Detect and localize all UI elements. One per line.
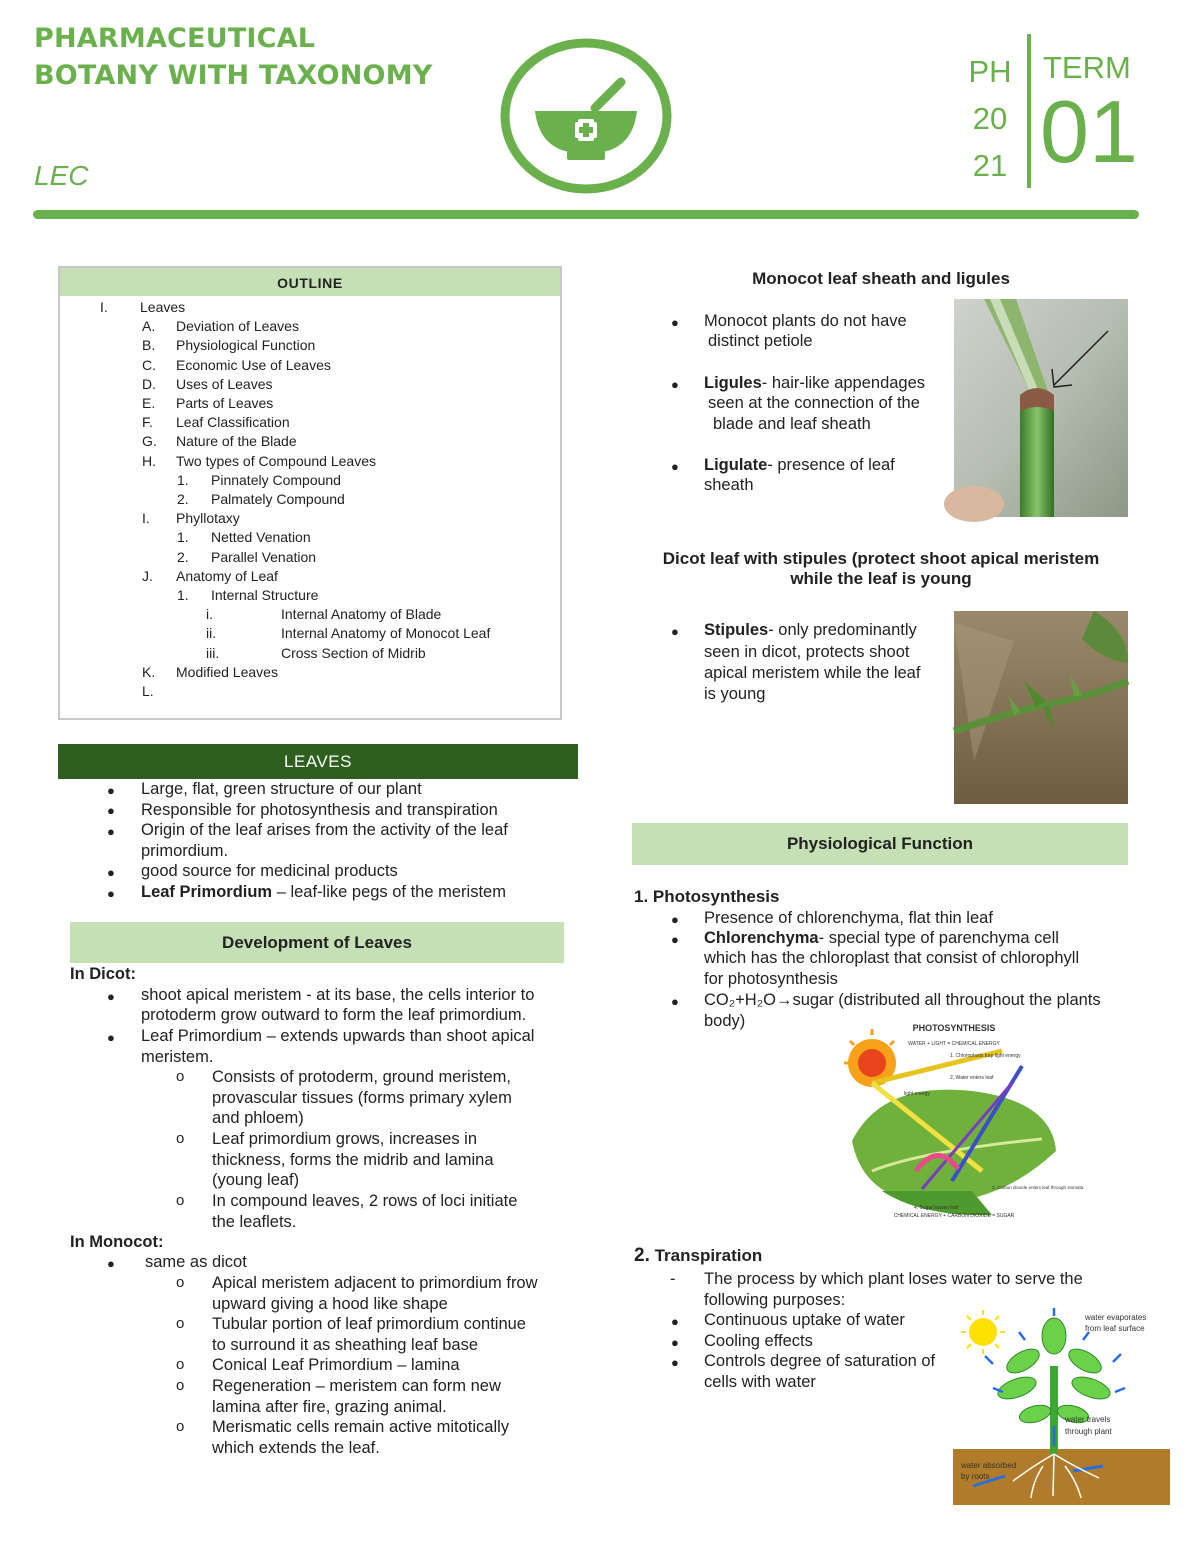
physiological-function-heading: Physiological Function [632, 823, 1128, 865]
outline-item-number: 2. [177, 491, 189, 507]
outline-item-label: Parallel Venation [211, 548, 317, 565]
outline-item-label: Anatomy of Leaf [176, 567, 278, 584]
transpiration-intro-line2: following purposes: [704, 1291, 846, 1309]
sub-bullet: o [176, 1377, 185, 1394]
chlorenchyma-definition: - special type of parenchyma cell [818, 929, 1059, 947]
leaf-primordium-term: Leaf Primordium [141, 883, 273, 901]
outline-item-label: Two types of Compound Leaves [176, 452, 377, 469]
transpiration-purpose-3-line1: Controls degree of saturation of [704, 1352, 936, 1370]
dicot-sub-1-line1: Consists of protoderm, ground meristem, [212, 1068, 511, 1086]
chlorenchyma-line3: for photosynthesis [704, 970, 838, 988]
leaves-bullet-3-line2: primordium. [141, 842, 229, 860]
outline-item-number: ii. [206, 625, 217, 642]
transpiration-purpose-1: Continuous uptake of water [704, 1311, 905, 1329]
monocot-sub-4-line1: Regeneration – meristem can form new [212, 1377, 501, 1395]
outline-item-label: Pinnately Compound [211, 471, 341, 488]
chlorenchyma-line2: which has the chloroplast that consist of chlorophyll [704, 949, 1080, 967]
evaporation-label-line1: water evaporates [1085, 1313, 1147, 1322]
leaf-primordium-definition: – leaf-like pegs of the meristem [272, 883, 506, 901]
leaves-bullet-4: good source for medicinal products [141, 862, 398, 880]
ligules-line1 [704, 373, 925, 394]
stipules-term: Stipules [704, 621, 769, 639]
outline-item-number: i. [206, 606, 213, 623]
monocot-sheath-title: Monocot leaf sheath and ligules [752, 269, 1010, 288]
outline-item-label: Parts of Leaves [176, 395, 274, 411]
bullet-dot: ● [107, 989, 115, 1004]
photosynthesis-step-2: 2. Water enters leaf [950, 1075, 994, 1081]
outline-item-number: D. [142, 375, 156, 392]
monocot-sheath-p1-line1: Monocot plants do not have [704, 312, 907, 330]
transpiration-diagram [953, 1306, 1170, 1505]
outline-item-number: J. [142, 567, 153, 584]
photosynthesis-step-3: 3. Carbon dioxide enters leaf through stomata [992, 1185, 1084, 1190]
transpiration-heading [634, 1245, 762, 1267]
lec-label: LEC [34, 160, 89, 191]
dicot-point-1-line1: shoot apical meristem - at its base, the cells interior to [141, 986, 535, 1004]
in-dicot-heading: In Dicot: [70, 965, 136, 983]
dicot-point-2-line1: Leaf Primordium – extends upwards than shoot apical [141, 1027, 535, 1045]
leaves-bullet-5 [141, 882, 506, 903]
photosynthesis-diagram-title: PHOTOSYNTHESIS [912, 1023, 996, 1033]
transpiration-number: 2. [634, 1245, 650, 1266]
bullet-dot: ● [671, 994, 679, 1009]
outline-item-label: Cross Section of Midrib [281, 644, 426, 661]
ligulate-line2: sheath [704, 476, 754, 494]
dicot-point-2-line2: meristem. [141, 1048, 214, 1066]
monocot-sub-3: Conical Leaf Primordium – lamina [212, 1356, 460, 1374]
monocot-sub-4-line2: lamina after fire, grazing animal. [212, 1398, 447, 1416]
header-vertical-divider [1027, 34, 1031, 188]
year-part-2: 21 [972, 148, 1008, 183]
outline-item-label: Phyllotaxy [176, 510, 240, 527]
ligulate-line1 [704, 455, 895, 476]
outline-heading: OUTLINE [60, 268, 560, 296]
transpiration-purpose-2: Cooling effects [704, 1332, 813, 1350]
header-rule [33, 210, 1139, 219]
outline-item-label: Uses of Leaves [176, 375, 273, 392]
dicot-sub-2-line1: Leaf primordium grows, increases in [212, 1130, 478, 1148]
outline-item-number: H. [142, 452, 156, 469]
outline-item-label: Leaves [140, 299, 186, 315]
bullet-dot: ● [671, 624, 679, 639]
photosynthesis-point-1: Presence of chlorenchyma, flat thin leaf [704, 909, 993, 927]
outline-item-number: F. [142, 414, 153, 431]
ligules-term: Ligules [704, 374, 762, 392]
year-part-1: 20 [972, 101, 1008, 136]
dicot-sub-1-line2: provascular tissues (forms primary xylem [212, 1089, 512, 1107]
outline-item-label: Deviation of Leaves [176, 318, 299, 335]
course-title-line1: PHARMACEUTICAL [34, 23, 316, 54]
photosynthesis-diagram-subtitle: WATER + LIGHT = CHEMICAL ENERGY [908, 1041, 1000, 1047]
in-monocot-heading: In Monocot: [70, 1233, 164, 1251]
photosynthesis-step-4: 4. Sugar leaves leaf [914, 1205, 959, 1211]
evaporation-label-line2: from leaf surface [1085, 1324, 1145, 1333]
development-heading: Development of Leaves [70, 922, 564, 963]
ph-label: PH [968, 54, 1012, 89]
chlorenchyma-line1 [704, 928, 1059, 949]
bullet-dot: ● [671, 932, 679, 947]
stipules-line3: apical meristem while the leaf [704, 664, 921, 682]
sub-bullet: o [176, 1315, 185, 1332]
ligules-line2: seen at the connection of the [708, 394, 920, 412]
monocot-sub-2-line1: Tubular portion of leaf primordium continue [212, 1315, 526, 1333]
sub-bullet: o [176, 1356, 185, 1373]
bullet-dot: ● [107, 1256, 115, 1271]
bullet-dot: ● [107, 803, 115, 818]
course-title [34, 20, 433, 94]
bullet-dot: ● [107, 824, 115, 839]
dicot-point-1-line2: protoderm grow outward to form the leaf primordium. [141, 1006, 527, 1024]
chlorenchyma-term: Chlorenchyma [704, 929, 819, 947]
outline-item-number: 2. [177, 548, 189, 565]
outline-item-label: Modified Leaves [176, 663, 278, 680]
outline-item-number: A. [142, 318, 156, 335]
water-travel-label-line1: water travels [1065, 1415, 1111, 1424]
outline-item-number: I. [142, 510, 150, 527]
ligules-line3: blade and leaf sheath [713, 415, 871, 433]
leaves-banner: LEAVES [58, 744, 578, 779]
bullet-dot: ● [671, 1355, 679, 1370]
term-number: 01 [1040, 82, 1138, 181]
water-absorbed-label-line2: by roots [961, 1472, 990, 1481]
mortar-pestle-logo-icon [499, 38, 673, 194]
bullet-dot: ● [671, 912, 679, 927]
sub-bullet: o [176, 1192, 185, 1209]
bullet-dot: ● [671, 377, 679, 392]
photosynthesis-diagram [842, 1021, 1084, 1222]
stipules-line1 [704, 620, 917, 641]
ligules-definition: - hair-like appendages [761, 374, 926, 392]
dicot-sub-3-line2: the leaflets. [212, 1213, 297, 1231]
transpiration-purpose-3-line2: cells with water [704, 1373, 816, 1391]
ligulate-definition: - presence of leaf [767, 456, 895, 474]
outline-item-number: 1. [177, 587, 189, 603]
sub-bullet: o [176, 1418, 185, 1435]
term-label: TERM [1043, 50, 1131, 85]
dicot-stipules-title-line1: Dicot leaf with stipules (protect shoot apical meristem [662, 549, 1100, 568]
sub-bullet: o [176, 1130, 185, 1147]
outline-item-number: L. [142, 683, 154, 699]
bullet-dot: ● [107, 1030, 115, 1045]
outline-item-label: Leaf Classification [176, 414, 290, 431]
photosynthesis-diagram-footer: CHEMICAL ENERGY + CARBON DIOXIDE = SUGAR [893, 1213, 1015, 1219]
photosynthesis-equation-line2: body) [704, 1012, 746, 1030]
dicot-sub-2-line2: thickness, forms the midrib and lamina [212, 1151, 494, 1169]
stipules-line4: is young [704, 685, 766, 703]
water-travel-label-line2: through plant [1065, 1427, 1112, 1436]
monocot-sub-5-line2: which extends the leaf. [212, 1439, 380, 1457]
monocot-sheath-p1-line2: distinct petiole [708, 332, 813, 350]
monocot-sub-1-line2: upward giving a hood like shape [212, 1295, 448, 1313]
dicot-stipules-title [634, 549, 1128, 589]
leaves-bullet-2: Responsible for photosynthesis and transpiration [141, 801, 498, 819]
dicot-stipule-photo [954, 611, 1128, 804]
sub-bullet: o [176, 1068, 185, 1085]
photosynthesis-heading: 1. Photosynthesis [634, 887, 780, 906]
dash-bullet: - [670, 1270, 676, 1288]
dicot-sub-1-line3: and phloem) [212, 1109, 304, 1127]
course-title-line2: BOTANY WITH TAXONOMY [34, 60, 433, 91]
bullet-dot: ● [107, 783, 115, 798]
monocot-ligule-photo [954, 299, 1128, 517]
outline-item-label: Physiological Function [176, 337, 316, 354]
outline-item-number: I. [100, 299, 108, 315]
outline-item-label: Internal Anatomy of Monocot Leaf [281, 625, 491, 642]
outline-item-label: Economic Use of Leaves [176, 356, 331, 373]
transpiration-intro-line1: The process by which plant loses water to serve the [704, 1270, 1083, 1288]
water-absorbed-label-line1: water absorbed [961, 1461, 1017, 1470]
ph-year-block [968, 48, 1012, 189]
transpiration-title: Transpiration [654, 1246, 763, 1265]
photosynthesis-light-label: light energy [904, 1091, 930, 1097]
bullet-dot: ● [671, 1335, 679, 1350]
outline-item-number: E. [142, 395, 156, 411]
bullet-dot: ● [107, 886, 115, 901]
leaves-bullet-1: Large, flat, green structure of our plant [141, 780, 422, 798]
monocot-sub-1-line1: Apical meristem adjacent to primordium frow [212, 1274, 538, 1292]
outline-item-number: K. [142, 663, 156, 680]
photosynthesis-step-1: 1. Chloroplasts trap light energy [950, 1053, 1021, 1059]
outline-item-label: Internal Structure [211, 587, 319, 603]
dicot-sub-3-line1: In compound leaves, 2 rows of loci initiate [212, 1192, 518, 1210]
outline-item-label: Nature of the Blade [176, 433, 297, 450]
sub-bullet: o [176, 1274, 185, 1291]
monocot-sub-2-line2: to surround it as sheathing leaf base [212, 1336, 479, 1354]
outline-item-number: G. [142, 433, 157, 450]
outline-box [58, 266, 562, 720]
bullet-dot: ● [671, 315, 679, 330]
outline-item-number: B. [142, 337, 156, 354]
bullet-dot: ● [671, 459, 679, 474]
outline-item-number: 1. [177, 529, 189, 546]
outline-item-label: Palmately Compound [211, 491, 345, 507]
monocot-sub-5-line1: Merismatic cells remain active mitotically [212, 1418, 510, 1436]
dicot-sub-2-line3: (young leaf) [212, 1171, 300, 1189]
outline-item-label: Internal Anatomy of Blade [281, 606, 442, 623]
leaves-bullet-3-line1: Origin of the leaf arises from the activity of the leaf [141, 821, 508, 839]
outline-item-number: iii. [206, 644, 220, 661]
bullet-dot: ● [107, 865, 115, 880]
dicot-stipules-title-line2: while the leaf is young [790, 569, 972, 588]
monocot-point-1: same as dicot [145, 1253, 247, 1271]
outline-item-number: 1. [177, 471, 189, 488]
outline-item-number: C. [142, 356, 156, 373]
stipules-line2: seen in dicot, protects shoot [704, 643, 910, 661]
stipules-definition: - only predominantly [768, 621, 917, 639]
photosynthesis-equation-line1: CO₂+H₂O→sugar (distributed all throughout the plants [704, 991, 1101, 1009]
outline-item-label: Netted Venation [211, 529, 311, 546]
ligulate-term: Ligulate [704, 456, 768, 474]
bullet-dot: ● [671, 1314, 679, 1329]
